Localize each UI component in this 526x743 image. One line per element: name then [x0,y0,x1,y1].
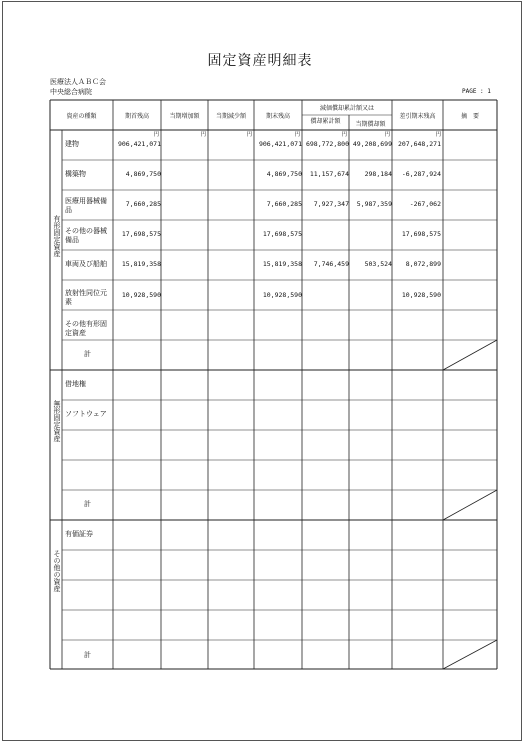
header-depreciation-group: 減価償却累計額又は [319,105,374,112]
row-name: その他の器械備品 [65,227,107,244]
unit-yen: 円 [435,132,441,138]
row-name: ソフトウェア [65,410,107,418]
section-total-label: 計 [84,651,91,659]
unit-yen: 円 [200,132,206,138]
unit-yen: 円 [153,132,159,138]
grid-line [443,640,497,669]
row-closing: 7,660,285 [266,200,302,208]
row-opening: 4,869,750 [125,170,161,178]
header-increase: 当期増加額 [169,113,200,120]
page-title: 固定資産明細表 [207,53,313,69]
row-name: 有価証券 [65,530,93,538]
row-opening: 17,698,575 [121,230,161,238]
grid-line [443,490,497,520]
header-closing: 期末残高 [265,113,290,120]
row-net: -6,287,924 [401,170,441,178]
header-net-balance: 差引期末残高 [399,113,436,120]
row-depr-total: 7,927,347 [313,200,349,208]
row-net: 8,072,899 [405,260,441,268]
unit-yen: 円 [384,132,390,138]
row-depr-current: 5,987,359 [356,200,392,208]
header-remarks: 摘 要 [460,113,479,120]
unit-yen: 円 [294,132,300,138]
row-opening: 906,421,071 [117,140,161,148]
row-name: 車両及び船舶 [65,260,107,268]
row-opening: 7,660,285 [125,200,161,208]
header-kind: 資産の種類 [66,113,97,120]
unit-yen: 円 [246,132,252,138]
row-name: 建物 [65,140,79,148]
row-closing: 906,421,071 [258,140,302,148]
section-label-tangible: 有形固定資産 [53,215,61,257]
hospital-name: 中央総合病院 [50,88,92,96]
row-name: 医療用器械備品 [65,197,107,214]
section-label-other: その他の資産 [53,550,61,592]
row-opening: 15,819,358 [121,260,161,268]
row-opening: 10,928,590 [121,291,161,299]
row-depr-current: 298,184 [364,170,392,178]
row-closing: 17,698,575 [262,230,302,238]
row-name: その他有形固定資産 [65,320,107,337]
row-net: 10,928,590 [401,291,441,299]
organization-name: 医療法人ＡＢＣ会 [50,78,106,86]
row-name: 構築物 [65,170,86,178]
row-depr-total: 698,772,800 [305,140,349,148]
row-closing: 10,928,590 [262,291,302,299]
row-closing: 4,869,750 [266,170,302,178]
page-number: PAGE : 1 [462,88,491,95]
section-total-label: 計 [84,350,91,358]
header-decrease: 当期減少額 [215,113,246,120]
row-net: 207,648,271 [397,140,441,148]
header-depreciation-current: 当期償却額 [355,121,386,128]
row-name: 放射性同位元素 [65,289,107,306]
row-depr-total: 7,746,459 [313,260,349,268]
row-net: 17,698,575 [401,230,441,238]
section-label-intangible: 無形固定資産 [53,400,61,442]
header-depreciation-total: 償却累計額 [310,118,341,125]
row-net: -267,062 [409,200,441,208]
header-opening: 期首残高 [124,113,149,120]
grid-line [443,340,497,370]
row-name: 借地権 [65,380,86,388]
row-depr-total: 11,157,674 [309,170,349,178]
unit-yen: 円 [341,132,347,138]
row-depr-current: 49,208,699 [352,140,392,148]
section-total-label: 計 [84,500,91,508]
row-closing: 15,819,358 [262,260,302,268]
row-depr-current: 503,524 [364,260,392,268]
